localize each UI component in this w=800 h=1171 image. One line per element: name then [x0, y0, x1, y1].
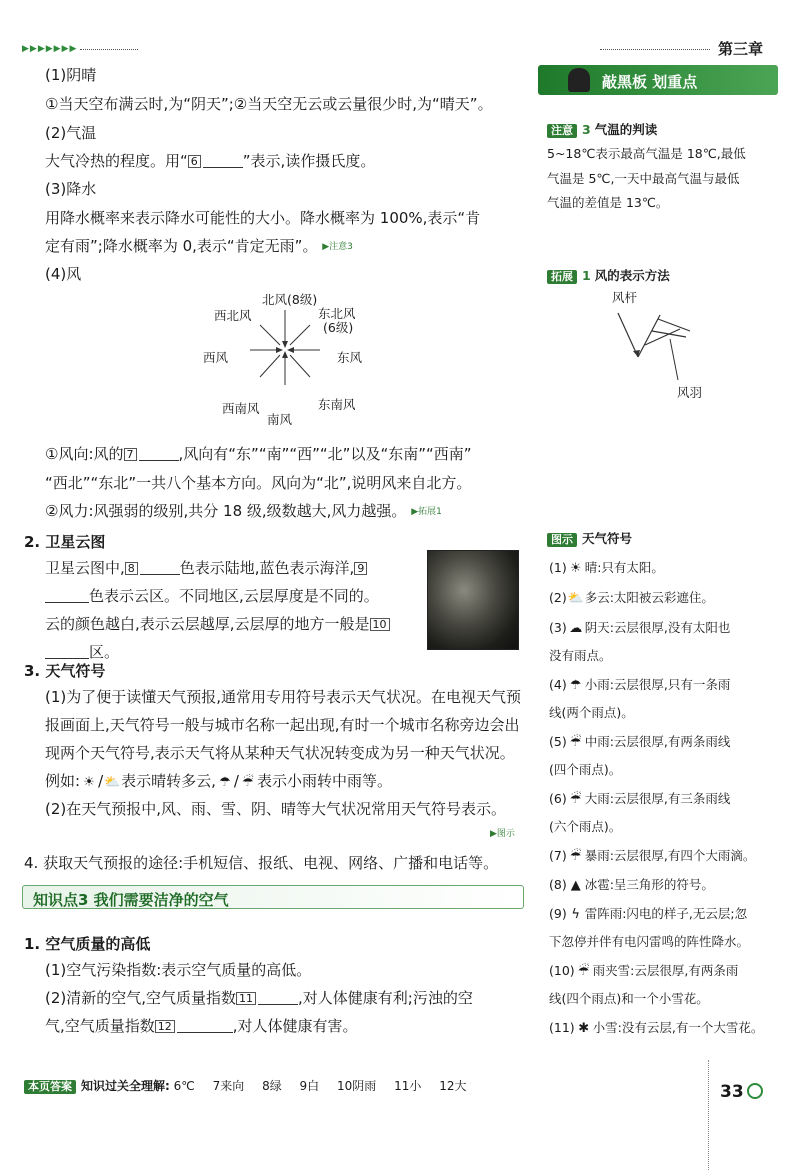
weixing-text-e: 区。: [89, 643, 120, 661]
symbol-num: (7): [549, 848, 567, 863]
note3-tag: [547, 124, 577, 138]
fengxiang-line-2: “西北”“东北”一共八个基本方向。风向为“北”,说明风来自北方。: [45, 474, 472, 492]
symbol-num: (8): [549, 877, 567, 892]
weixing-text-b: 色表示陆地,蓝色表示海洋,: [179, 559, 355, 577]
yinqing-title: (1)阴晴: [45, 66, 97, 84]
kongqi-line-2: [45, 990, 473, 1007]
answer-blank: [140, 561, 180, 575]
note3-title: 气温的判读: [594, 122, 658, 137]
side-banner: [538, 65, 778, 95]
symbol-row-3: [549, 620, 730, 636]
symbol-row-1: [549, 560, 664, 576]
symbol-text: 大雨:云层很厚,有三条雨线: [584, 791, 731, 806]
weixing-text-a: 卫星云图中,: [45, 559, 125, 577]
qiwen-text-a: 大气冷热的程度。用“: [45, 152, 188, 170]
qiwen-line: [45, 153, 375, 170]
symbol-text: 小雨:云层很厚,只有一条雨: [584, 677, 731, 692]
answer-item: 6℃: [173, 1079, 195, 1093]
symbol-row-2: [549, 590, 714, 606]
header-line: [80, 49, 138, 50]
symbol-row-3b: 没有雨点。: [549, 648, 612, 663]
ext1-number: 1: [582, 268, 591, 283]
partly-cloudy-icon: ⛅: [104, 775, 121, 790]
answer-item: 7来向: [212, 1079, 245, 1093]
ext1-tag-text: 拓展: [551, 270, 573, 283]
fuhao-line-5: (2)在天气预报中,风、雨、雪、阴、晴等大气状况常用天气符号表示。: [45, 800, 507, 818]
blank-number: 6: [188, 155, 201, 168]
kongqi-line-3: [45, 1018, 358, 1035]
answer-item: 8绿: [262, 1079, 282, 1093]
symbol-num: (2): [549, 590, 567, 605]
header-line-right: [600, 49, 710, 50]
symbol-row-6b: (六个雨点)。: [549, 819, 622, 834]
symbol-row-9: [549, 906, 747, 922]
blank-number: 11: [236, 992, 256, 1005]
rainstorm-icon: ☔: [569, 849, 582, 864]
jiangshui-text: 定有雨”;降水概率为 0,表示“肯定无雨”。: [45, 237, 318, 255]
wind-label-southeast: 东南风: [318, 397, 356, 412]
weixing-line-4: [45, 644, 119, 661]
symbol-num: (9): [549, 906, 567, 921]
symbol-num: (10): [549, 963, 575, 978]
hail-icon: ▲: [570, 878, 581, 893]
arrow-southwest: [260, 355, 280, 377]
footer-divider: [708, 1060, 709, 1170]
wind-pole: [618, 313, 638, 357]
ext1-header: [547, 268, 670, 284]
wind-label-southwest: 西南风: [222, 401, 260, 416]
wind-feather-1: [645, 329, 680, 345]
banner-title: 敲黑板 划重点: [602, 73, 698, 91]
symbol-num: (1): [549, 560, 567, 575]
weixing-title: 2. 卫星云图: [24, 533, 106, 551]
yinqing-text: ①当天空布满云时,为“阴天”;②当天空无云或云量很少时,为“晴天”。: [45, 95, 493, 113]
weixing-line-2: [45, 588, 379, 605]
kongqi-text-a: (2)清新的空气,空气质量指数: [45, 989, 237, 1007]
legend-tag: [547, 533, 577, 547]
answer-tag: [24, 1080, 76, 1094]
symbol-text: 多云:太阳被云彩遮住。: [584, 590, 714, 605]
sunny-icon: ☀: [569, 561, 582, 576]
kongqi-line-1: (1)空气污染指数:表示空气质量的高低。: [45, 961, 312, 979]
wind-label-west: 西风: [203, 350, 229, 365]
wind-label-north: 北风(8级): [262, 292, 318, 307]
fengxiang-text-a: ①风向:风的: [45, 445, 124, 463]
weixing-line-1: [45, 560, 369, 577]
cloudy-icon: ⛅: [567, 591, 584, 606]
symbol-num: (4): [549, 677, 567, 692]
ext1-tag: [547, 270, 577, 284]
page-number: [720, 1082, 763, 1102]
arrow-northwest: [260, 325, 280, 345]
symbol-row-4b: 线(两个雨点)。: [549, 705, 634, 720]
answer-item: 9白: [299, 1079, 320, 1093]
answer-tag-text: 本页答案: [28, 1080, 72, 1093]
symbol-row-7: [549, 848, 755, 864]
symbol-text: 雨夹雪:云层很厚,有两条雨: [592, 963, 739, 978]
clock-icon: [747, 1083, 763, 1099]
light-rain-icon: ☂: [219, 775, 231, 790]
wind-barb-diagram: [600, 305, 710, 385]
header-dots: ▶▶▶▶▶▶▶: [22, 44, 78, 54]
fengxiang-text-b: ,风向有“东”“南”“西”“北”以及“东南”“西南”: [178, 445, 472, 463]
note3-line-1: 5~18℃表示最高气温是 18℃,最低: [547, 146, 746, 161]
heavy-rain-icon: ☔: [569, 792, 582, 807]
sun-icon: ☀: [83, 775, 95, 790]
tujing-text: [24, 852, 498, 873]
wind-feather-2: [652, 331, 686, 337]
symbol-text: 阴天:云层很厚,没有太阳也: [584, 620, 731, 635]
blank-number: 7: [124, 448, 137, 461]
fuhao-line-1: (1)为了便于读懂天气预报,通常用专用符号表示天气状况。在电视天气预: [45, 688, 522, 706]
answer-label: 知识过关全理解:: [81, 1079, 170, 1093]
answer-blank: [203, 154, 243, 168]
answer-item: 12大: [439, 1079, 467, 1093]
fuhao-example: 例如: ☀ /⛅表示晴转多云, ☂ / ☔ 表示小雨转中雨等。: [45, 772, 392, 790]
symbol-text: 暴雨:云层很厚,有四个大雨滴。: [584, 848, 756, 863]
footer-answers: [24, 1077, 467, 1094]
symbol-row-10: [549, 963, 738, 979]
wind-label-south: 南风: [267, 412, 293, 427]
note3-line-2: 气温是 5℃,一天中最高气温与最低: [547, 171, 740, 186]
legend-tag-text: 图示: [551, 533, 573, 546]
fengli-text: ②风力:风强弱的级别,共分 18 级,级数越大,风力越强。: [45, 502, 407, 520]
section-title: 知识点3 我们需要洁净的空气: [33, 891, 229, 909]
light-rain-icon: ☂: [569, 678, 582, 693]
answer-blank: [45, 589, 89, 603]
blank-number: 10: [370, 618, 390, 631]
feng-title: (4)风: [45, 265, 82, 283]
blank-number: 9: [354, 562, 367, 575]
symbol-text: 晴:只有太阳。: [584, 560, 664, 575]
blank-number: 12: [155, 1020, 175, 1033]
fuhao-ref[interactable]: ▶图示: [490, 829, 515, 839]
symbol-num: (3): [549, 620, 567, 635]
chapter-label: 第三章: [718, 40, 764, 58]
wind-label-northeast: 东北风: [318, 306, 356, 321]
note3-number: 3: [582, 122, 591, 137]
weixing-text-c: 色表示云区。不同地区,云层厚度是不同的。: [89, 587, 379, 605]
symbol-num: (5): [549, 734, 567, 749]
jiangshui-line-2: [45, 238, 353, 256]
answer-item: 11小: [394, 1079, 422, 1093]
symbol-text: 小雪:没有云层,有一个大雪花。: [592, 1020, 764, 1035]
section-banner: [22, 885, 524, 909]
overcast-icon: ☁: [569, 621, 583, 636]
symbol-row-5b: (四个雨点)。: [549, 762, 622, 777]
answer-blank: [258, 991, 298, 1005]
fuhao-line-3: 现两个天气符号,表示天气将从某种天气状况转变成为另一种天气状况。: [45, 744, 515, 762]
symbol-text: 冰雹:呈三角形的符号。: [584, 877, 714, 892]
symbol-row-11: [549, 1020, 763, 1036]
legend-header: [547, 531, 632, 547]
wind-label-east: 东风: [337, 350, 363, 365]
symbol-num: (11): [549, 1020, 575, 1035]
ext1-feather-label: 风羽: [677, 385, 703, 400]
answer-blank: [177, 1019, 233, 1033]
fengli-ref[interactable]: ▶拓展1: [411, 507, 442, 517]
note3-line-3: 气温的差值是 13℃。: [547, 195, 669, 210]
symbol-text: 中雨:云层很厚,有两条雨线: [584, 734, 731, 749]
note3-header: [547, 122, 657, 138]
answer-item: 10阴雨: [337, 1079, 377, 1093]
wind-label-northeast-level: (6级): [323, 320, 354, 335]
kongqi-text-b: ,对人体健康有利;污浊的空: [298, 989, 473, 1007]
moderate-rain-icon: ☔: [242, 775, 254, 790]
symbol-num: (6): [549, 791, 567, 806]
snow-icon: ✱: [578, 1021, 590, 1036]
kongqi-title: 1. 空气质量的高低: [24, 935, 151, 953]
symbol-row-8: [549, 877, 714, 893]
fuhao-line-2: 报画面上,天气符号一般与城市名称一起出现,有时一个城市名称旁边会出: [45, 716, 520, 734]
symbol-row-6: [549, 791, 730, 807]
blank-number: 8: [125, 562, 138, 575]
example-text-b: 表示晴转多云,: [121, 772, 216, 790]
wind-feather-line: [638, 315, 660, 357]
sleet-icon: ☔: [577, 964, 590, 979]
symbol-row-4: [549, 677, 730, 693]
fengxiang-line-1: [45, 446, 472, 463]
weixing-line-3: [45, 616, 392, 633]
lightning-icon: ϟ: [571, 907, 580, 922]
ext1-title: 风的表示方法: [594, 268, 670, 283]
tujing-label: 4. 获取天气预报的途径:手机短信、报纸、电视、网络、广播和电话等。: [24, 854, 499, 872]
jiangshui-ref[interactable]: ▶注意3: [322, 242, 353, 252]
fuhao-title: 3. 天气符号: [24, 662, 106, 680]
wind-feather-3: [658, 319, 690, 331]
arrow-northeast: [290, 325, 310, 345]
fengli-line: [45, 503, 442, 521]
jiangshui-line-1: 用降水概率来表示降水可能性的大小。降水概率为 100%,表示“肯: [45, 209, 481, 227]
symbol-text: 雷阵雨:闪电的样子,无云层;忽: [584, 906, 748, 921]
symbol-row-9b: 下忽停并伴有电闪雷鸣的阵性降水。: [549, 934, 750, 949]
qiwen-text-b: ”表示,读作摄氏度。: [242, 152, 376, 170]
note3-tag-text: 注意: [551, 124, 573, 137]
arrow-southeast: [290, 355, 310, 377]
example-text-a: 例如:: [45, 772, 81, 790]
satellite-cloud-image: [427, 550, 519, 650]
ext1-pole-label: 风杆: [612, 290, 638, 305]
symbol-row-10b: 线(四个雨点)和一个小雪花。: [549, 991, 709, 1006]
qiwen-title: (2)气温: [45, 124, 97, 142]
weixing-text-d: 云的颜色越白,表示云层越厚,云层厚的地方一般是: [45, 615, 370, 633]
page-number-text: 33: [720, 1082, 744, 1102]
teacher-icon: [568, 68, 590, 92]
answer-blank: [139, 447, 179, 461]
answer-blank: [45, 645, 89, 659]
wind-label-northwest: 西北风: [214, 308, 252, 323]
kongqi-text-d: ,对人体健康有害。: [232, 1017, 358, 1035]
feather-pointer: [670, 339, 678, 380]
jiangshui-title: (3)降水: [45, 180, 97, 198]
moderate-rain-icon: ☔: [569, 735, 582, 750]
legend-title: 天气符号: [582, 531, 633, 546]
example-text-c: 表示小雨转中雨等。: [256, 772, 392, 790]
kongqi-text-c: 气,空气质量指数: [45, 1017, 155, 1035]
symbol-row-5: [549, 734, 730, 750]
